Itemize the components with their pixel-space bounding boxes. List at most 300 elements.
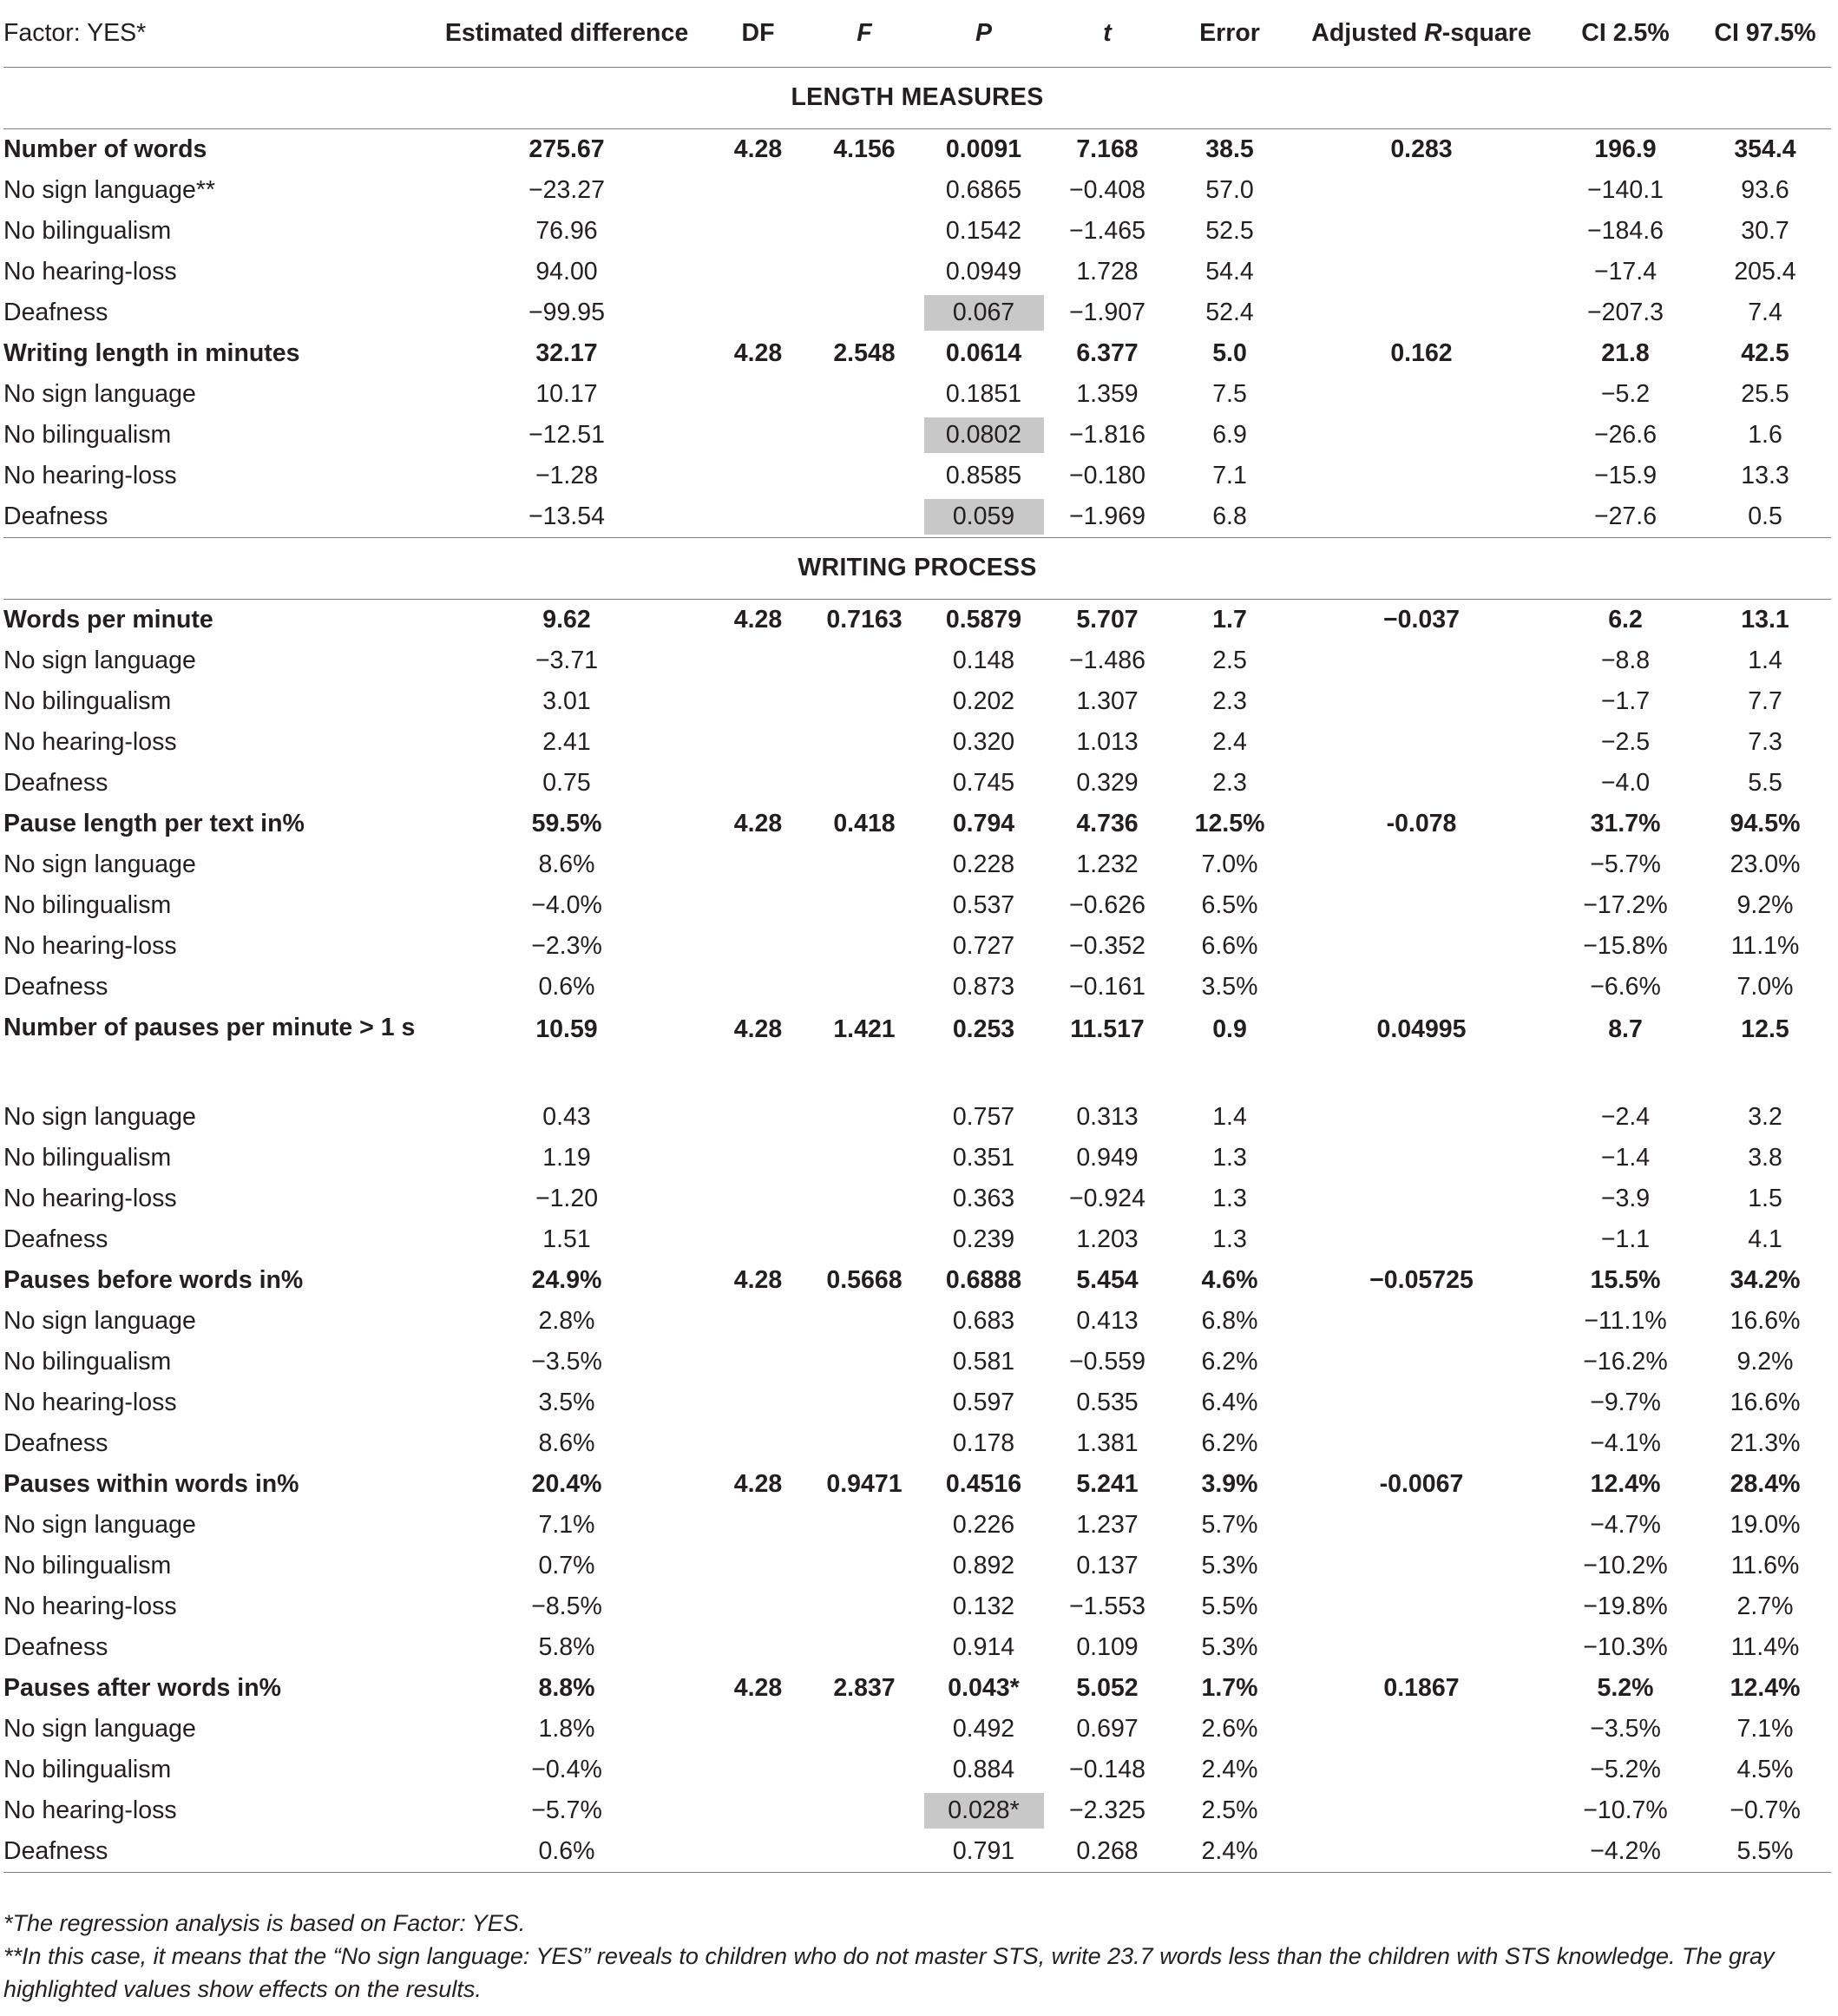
- cell-estimated-difference: 0.7%: [538, 1551, 595, 1579]
- cell-f: 0.7163: [826, 605, 903, 634]
- cell-estimated-difference: −1.28: [535, 461, 599, 489]
- cell-adjusted-r-square: [1291, 496, 1552, 538]
- cell-adjusted-r-square: [1291, 1505, 1552, 1546]
- cell-ci-low: −17.2%: [1583, 890, 1668, 919]
- header-p: [921, 0, 1047, 67]
- cell-t: 1.359: [1076, 379, 1139, 408]
- cell-error: 54.4: [1205, 257, 1254, 286]
- cell-label: Deafness: [3, 1831, 425, 1873]
- cell-ci-low: 31.7%: [1590, 809, 1661, 837]
- cell-p: 0.228: [952, 850, 1015, 878]
- cell-df: [708, 1546, 808, 1586]
- cell-f: [808, 1750, 921, 1790]
- cell-label: No bilingualism: [3, 1551, 172, 1579]
- cell-df: [708, 292, 808, 333]
- cell-p: 0.0949: [945, 257, 1022, 286]
- cell-error: 2.4%: [1201, 1755, 1258, 1783]
- cell-t: −0.161: [1069, 972, 1145, 1001]
- cell-t: 1.237: [1076, 1510, 1139, 1539]
- cell-p: [921, 292, 1047, 333]
- cell-error: 6.8: [1212, 502, 1247, 530]
- regression-table-container: [3, 0, 1831, 1873]
- cell-ci-high: 94.5%: [1730, 809, 1801, 837]
- cell-ci-low: −15.8%: [1583, 931, 1668, 960]
- cell-error: 52.5: [1205, 216, 1254, 245]
- cell-p: 0.597: [952, 1388, 1015, 1416]
- cell-f: [808, 885, 921, 926]
- cell-p: 0.132: [952, 1592, 1015, 1620]
- cell-t: −0.180: [1069, 461, 1145, 489]
- cell-estimated-difference: 32.17: [535, 338, 598, 367]
- factor-row: [3, 1097, 1831, 1138]
- cell-ci-high: 354.4: [1734, 135, 1796, 163]
- cell-ci-high: 2.7%: [1736, 1592, 1794, 1620]
- cell-estimated-difference: 3.01: [542, 686, 591, 715]
- cell-label: No sign language: [3, 1510, 196, 1539]
- cell-label: Number of pauses per minute > 1 s: [3, 1013, 416, 1041]
- cell-ci-low: −5.7%: [1590, 850, 1661, 878]
- factor-row: [3, 640, 1831, 681]
- header-df: DF: [708, 0, 808, 67]
- cell-t: 5.454: [1076, 1265, 1139, 1294]
- cell-p: 0.791: [921, 1831, 1047, 1873]
- cell-df: [708, 1627, 808, 1668]
- measure-row: [3, 1668, 1831, 1709]
- cell-estimated-difference: −23.27: [528, 175, 605, 204]
- cell-adjusted-r-square: [1291, 1627, 1552, 1668]
- cell-label: Pauses before words in%: [3, 1265, 304, 1294]
- header-f: [808, 0, 921, 67]
- cell-error: 12.5%: [1194, 809, 1265, 837]
- cell-label: No bilingualism: [3, 216, 172, 245]
- cell-p: [921, 1790, 1047, 1831]
- cell-estimated-difference: −3.71: [535, 646, 599, 674]
- cell-ci-low: −5.2: [1600, 379, 1651, 408]
- measure-row: [3, 599, 1831, 640]
- cell-ci-low: −17.4: [1593, 257, 1657, 286]
- cell-df: [708, 252, 808, 292]
- table-footnotes: [3, 1907, 1831, 2006]
- cell-p: 0.226: [952, 1510, 1015, 1539]
- cell-f: [808, 1219, 921, 1260]
- factor-row: [3, 1627, 1831, 1668]
- cell-ci-low: 5.2%: [1597, 1673, 1654, 1702]
- cell-ci-high: 9.2%: [1736, 1347, 1794, 1376]
- cell-adjusted-r-square: [1291, 844, 1552, 885]
- cell-error: 7.1: [1212, 461, 1247, 489]
- cell-label: No sign language: [3, 1102, 196, 1131]
- cell-ci-high: 28.4%: [1730, 1469, 1801, 1498]
- header-ci-low: CI 2.5%: [1552, 0, 1699, 67]
- cell-error: 52.4: [1205, 298, 1254, 326]
- cell-p: 0.1851: [945, 379, 1022, 408]
- cell-t: 0.313: [1076, 1102, 1139, 1131]
- cell-f: [808, 1709, 921, 1750]
- factor-row: [3, 1342, 1831, 1382]
- cell-ci-low: −1.1: [1600, 1225, 1651, 1253]
- cell-error: 5.5%: [1201, 1592, 1258, 1620]
- cell-ci-low: −11.1%: [1584, 1306, 1667, 1335]
- cell-error: 5.0: [1212, 338, 1247, 367]
- cell-ci-high: 42.5: [1741, 338, 1789, 367]
- cell-df: 4.28: [733, 1265, 783, 1294]
- cell-f: 2.548: [833, 338, 896, 367]
- cell-f: [808, 722, 921, 763]
- factor-row: [3, 170, 1831, 211]
- cell-ci-high: 93.6: [1741, 175, 1789, 204]
- cell-df: [708, 844, 808, 885]
- cell-df: [708, 1382, 808, 1423]
- cell-t: 0.268: [1047, 1831, 1168, 1873]
- factor-row: [3, 844, 1831, 885]
- cell-p: 0.492: [952, 1714, 1015, 1743]
- cell-adjusted-r-square: [1291, 1219, 1552, 1260]
- cell-t: 1.203: [1076, 1225, 1139, 1253]
- header-t-text: t: [1103, 18, 1112, 47]
- cell-t: −1.465: [1069, 216, 1145, 245]
- cell-ci-high: 4.5%: [1736, 1755, 1794, 1783]
- cell-error: 6.4%: [1201, 1388, 1258, 1416]
- cell-p: 0.6865: [945, 175, 1022, 204]
- cell-adjusted-r-square: [1291, 763, 1552, 804]
- cell-t: 11.517: [1070, 1015, 1145, 1043]
- cell-ci-high: 5.5%: [1699, 1831, 1831, 1873]
- cell-error: 2.4: [1212, 727, 1247, 756]
- cell-ci-low: −2.5: [1600, 727, 1651, 756]
- cell-error: 2.4%: [1168, 1831, 1291, 1873]
- cell-t: 0.697: [1076, 1714, 1139, 1743]
- cell-p: [921, 415, 1047, 456]
- cell-p: 0.0091: [945, 135, 1022, 163]
- cell-ci-low: −10.2%: [1583, 1551, 1668, 1579]
- header-adjusted-r-square: [1291, 0, 1552, 67]
- cell-ci-low: −8.8: [1600, 646, 1651, 674]
- cell-t: −1.969: [1069, 502, 1145, 530]
- cell-df: [708, 1790, 808, 1831]
- cell-t: −0.924: [1069, 1184, 1145, 1212]
- cell-df: 4.28: [733, 1673, 783, 1702]
- cell-f: [808, 1382, 921, 1423]
- cell-t: −0.352: [1069, 931, 1145, 960]
- cell-p: 0.148: [952, 646, 1015, 674]
- cell-p: 0.727: [952, 931, 1015, 960]
- cell-estimated-difference: −4.0%: [531, 890, 602, 919]
- factor-row: [3, 885, 1831, 926]
- factor-row: [3, 374, 1831, 415]
- cell-t: −2.325: [1069, 1796, 1145, 1824]
- cell-label: No sign language: [3, 850, 196, 878]
- cell-label: Deafness: [3, 1632, 108, 1661]
- cell-error: 2.3: [1212, 686, 1247, 715]
- cell-t: 1.307: [1076, 686, 1139, 715]
- cell-label: Pauses after words in%: [3, 1673, 281, 1702]
- cell-error: 6.2%: [1201, 1347, 1258, 1376]
- cell-t: 5.241: [1076, 1469, 1139, 1498]
- footnote-1: *The regression analysis is based on Factor: YES.: [3, 1910, 526, 1936]
- footnote-2: **In this case, it means that the “No sign language: YES” reveals to children who do not master STS, write 23.7 words less than the children with STS knowledge. The gray highlighted values show effects on the results.: [3, 1943, 1775, 2002]
- cell-t: 0.109: [1076, 1632, 1139, 1661]
- header-t: [1047, 0, 1168, 67]
- cell-f: 1.421: [833, 1015, 896, 1043]
- cell-estimated-difference: 0.6%: [425, 1831, 708, 1873]
- factor-row: [3, 1138, 1831, 1179]
- section-title: LENGTH MEASURES: [3, 67, 1831, 128]
- cell-df: [708, 1301, 808, 1342]
- cell-estimated-difference: 20.4%: [531, 1469, 602, 1498]
- cell-p: 0.6888: [945, 1265, 1022, 1294]
- cell-estimated-difference: 2.41: [542, 727, 591, 756]
- cell-p: 0.581: [952, 1347, 1015, 1376]
- cell-label: No hearing-loss: [3, 257, 177, 286]
- cell-f: [808, 1831, 921, 1873]
- cell-t: 0.535: [1076, 1388, 1139, 1416]
- cell-ci-high: 205.4: [1734, 257, 1796, 286]
- measure-row: [3, 128, 1831, 170]
- cell-estimated-difference: 8.6%: [538, 1428, 595, 1457]
- cell-ci-high: 16.6%: [1730, 1388, 1801, 1416]
- cell-estimated-difference: 59.5%: [531, 809, 602, 837]
- cell-df: [708, 1219, 808, 1260]
- factor-row: [3, 722, 1831, 763]
- cell-ci-high: 16.6%: [1730, 1306, 1801, 1335]
- cell-error: 6.9: [1212, 420, 1247, 449]
- cell-label: No hearing-loss: [3, 1184, 177, 1212]
- cell-ci-low: −10.3%: [1583, 1632, 1668, 1661]
- measure-row: [3, 333, 1831, 374]
- factor-row: [3, 1709, 1831, 1750]
- cell-ci-low: −9.7%: [1590, 1388, 1661, 1416]
- cell-p: 0.914: [952, 1632, 1015, 1661]
- header-p-text: P: [975, 18, 992, 47]
- cell-t: 6.377: [1076, 338, 1139, 367]
- cell-adjusted-r-square: [1291, 292, 1552, 333]
- cell-t: 4.736: [1076, 809, 1139, 837]
- cell-ci-low: −3.9: [1600, 1184, 1651, 1212]
- cell-df: [708, 1586, 808, 1627]
- cell-ci-high: 13.1: [1741, 605, 1789, 634]
- cell-df: [708, 1179, 808, 1219]
- cell-t: 5.707: [1076, 605, 1139, 634]
- cell-p: 0.745: [952, 768, 1015, 797]
- cell-ci-high: 11.1%: [1730, 931, 1800, 960]
- cell-f: [808, 170, 921, 211]
- cell-label: No bilingualism: [3, 686, 172, 715]
- cell-ci-high: 21.3%: [1730, 1428, 1801, 1457]
- cell-ci-high: 7.3: [1748, 727, 1782, 756]
- cell-ci-low: −15.9: [1593, 461, 1657, 489]
- cell-error: 5.3%: [1201, 1551, 1258, 1579]
- cell-adjusted-r-square: [1291, 1138, 1552, 1179]
- cell-ci-low: −1.7: [1600, 686, 1651, 715]
- cell-t: 1.381: [1076, 1428, 1139, 1457]
- cell-estimated-difference: 10.17: [535, 379, 598, 408]
- cell-adjusted-r-square: [1291, 1382, 1552, 1423]
- highlighted-p-value: 0.0802: [924, 417, 1044, 453]
- cell-adjusted-r-square: [1291, 374, 1552, 415]
- cell-label: No hearing-loss: [3, 1388, 177, 1416]
- cell-ci-low: −2.4: [1600, 1102, 1651, 1131]
- cell-df: 4.28: [733, 1469, 783, 1498]
- cell-label: Deafness: [3, 1225, 108, 1253]
- cell-ci-high: 30.7: [1741, 216, 1789, 245]
- cell-p: 0.253: [952, 1015, 1015, 1043]
- cell-df: [708, 1342, 808, 1382]
- cell-ci-low: −4.7%: [1590, 1510, 1661, 1539]
- cell-estimated-difference: 1.19: [542, 1143, 591, 1172]
- cell-estimated-difference: 1.8%: [538, 1714, 595, 1743]
- cell-estimated-difference: 8.8%: [538, 1673, 595, 1702]
- cell-ci-low: −4.0: [1600, 768, 1651, 797]
- cell-ci-low: −5.2%: [1590, 1755, 1661, 1783]
- cell-adjusted-r-square: [1291, 926, 1552, 967]
- cell-p: 0.873: [952, 972, 1015, 1001]
- cell-p: 0.178: [952, 1428, 1015, 1457]
- cell-estimated-difference: 3.5%: [538, 1388, 595, 1416]
- cell-estimated-difference: −8.5%: [531, 1592, 602, 1620]
- cell-ci-low: −27.6: [1593, 502, 1657, 530]
- cell-ci-high: 1.6: [1748, 420, 1782, 449]
- cell-t: −0.408: [1069, 175, 1145, 204]
- cell-ci-high: 25.5: [1741, 379, 1789, 408]
- cell-estimated-difference: 0.6%: [538, 972, 595, 1001]
- cell-ci-high: 23.0%: [1730, 850, 1801, 878]
- cell-error: 5.3%: [1201, 1632, 1258, 1661]
- factor-row: [3, 763, 1831, 804]
- cell-f: 2.837: [833, 1673, 896, 1702]
- cell-f: [808, 1179, 921, 1219]
- cell-t: −0.559: [1069, 1347, 1145, 1376]
- cell-df: 4.28: [733, 338, 783, 367]
- cell-ci-low: −207.3: [1587, 298, 1664, 326]
- cell-t: 1.232: [1076, 850, 1139, 878]
- cell-ci-high: 7.1%: [1736, 1714, 1794, 1743]
- measure-row: [3, 1008, 1831, 1097]
- cell-estimated-difference: 76.96: [535, 216, 598, 245]
- cell-p: 0.363: [952, 1184, 1015, 1212]
- cell-df: [708, 967, 808, 1008]
- cell-t: −1.486: [1069, 646, 1145, 674]
- cell-ci-low: 6.2: [1608, 605, 1643, 634]
- cell-f: [808, 456, 921, 496]
- cell-adjusted-r-square: [1291, 1342, 1552, 1382]
- cell-adjusted-r-square: [1291, 211, 1552, 252]
- cell-f: [808, 415, 921, 456]
- cell-error: 6.2%: [1201, 1428, 1258, 1457]
- factor-row: [3, 1179, 1831, 1219]
- cell-t: 1.728: [1076, 257, 1139, 286]
- measure-row: [3, 1260, 1831, 1301]
- section-header-row: [3, 67, 1831, 128]
- cell-adjusted-r-square: [1291, 885, 1552, 926]
- cell-label: No hearing-loss: [3, 1592, 177, 1620]
- factor-row: [3, 456, 1831, 496]
- cell-error: 4.6%: [1201, 1265, 1258, 1294]
- cell-estimated-difference: 275.67: [528, 135, 605, 163]
- table-body: [3, 67, 1831, 1872]
- cell-df: [708, 1505, 808, 1546]
- cell-f: [808, 1586, 921, 1627]
- cell-f: [808, 1423, 921, 1464]
- cell-label: No bilingualism: [3, 890, 172, 919]
- cell-ci-low: 196.9: [1594, 135, 1657, 163]
- factor-row: [3, 1219, 1831, 1260]
- cell-estimated-difference: 94.00: [535, 257, 598, 286]
- header-estimated-difference: Estimated difference: [425, 0, 708, 67]
- cell-f: 0.9471: [826, 1469, 903, 1498]
- section-header-row: [3, 537, 1831, 599]
- cell-estimated-difference: 1.51: [542, 1225, 591, 1253]
- cell-ci-high: 19.0%: [1730, 1510, 1801, 1539]
- cell-estimated-difference: −12.51: [528, 420, 605, 449]
- cell-p: 0.683: [952, 1306, 1015, 1335]
- cell-t: 0.137: [1076, 1551, 1139, 1579]
- cell-label: Deafness: [3, 298, 108, 326]
- cell-ci-high: 7.0%: [1736, 972, 1794, 1001]
- cell-error: 6.6%: [1201, 931, 1258, 960]
- cell-f: [808, 1546, 921, 1586]
- cell-error: 2.3: [1212, 768, 1247, 797]
- cell-adjusted-r-square: [1291, 1301, 1552, 1342]
- cell-label: Number of words: [3, 135, 207, 163]
- cell-adjusted-r-square: [1291, 722, 1552, 763]
- cell-ci-high: 1.4: [1748, 646, 1782, 674]
- factor-row: [3, 1546, 1831, 1586]
- cell-adjusted-r-square: -0.078: [1386, 809, 1457, 837]
- cell-label: No sign language: [3, 1306, 196, 1335]
- cell-f: 0.418: [833, 809, 896, 837]
- cell-f: [808, 1301, 921, 1342]
- cell-t: −1.907: [1069, 298, 1145, 326]
- cell-df: [708, 1831, 808, 1873]
- cell-t: 1.013: [1076, 727, 1139, 756]
- cell-error: 2.6%: [1201, 1714, 1258, 1743]
- factor-row: [3, 292, 1831, 333]
- header-adj-r: R: [1424, 18, 1442, 47]
- cell-error: 7.0%: [1201, 850, 1258, 878]
- cell-estimated-difference: 7.1%: [538, 1510, 595, 1539]
- cell-ci-high: 7.4: [1748, 298, 1782, 326]
- cell-estimated-difference: −13.54: [528, 502, 605, 530]
- cell-estimated-difference: 10.59: [535, 1015, 598, 1043]
- cell-label: No sign language**: [3, 175, 216, 204]
- factor-row: [3, 1423, 1831, 1464]
- cell-ci-high: 13.3: [1741, 461, 1789, 489]
- cell-t: 5.052: [1076, 1673, 1139, 1702]
- cell-p: 0.8585: [945, 461, 1022, 489]
- cell-df: [708, 374, 808, 415]
- header-ci-high: CI 97.5%: [1699, 0, 1831, 67]
- cell-df: [708, 926, 808, 967]
- cell-ci-high: 1.5: [1748, 1184, 1782, 1212]
- cell-estimated-difference: −99.95: [528, 298, 605, 326]
- cell-estimated-difference: −3.5%: [531, 1347, 602, 1376]
- cell-label: No sign language: [3, 646, 196, 674]
- cell-df: [708, 496, 808, 538]
- factor-row: [3, 926, 1831, 967]
- cell-df: [708, 1709, 808, 1750]
- cell-error: 7.5: [1212, 379, 1247, 408]
- cell-adjusted-r-square: [1291, 640, 1552, 681]
- cell-label: No bilingualism: [3, 1755, 172, 1783]
- cell-label: No sign language: [3, 379, 196, 408]
- cell-label: No sign language: [3, 1714, 196, 1743]
- cell-ci-high: 11.6%: [1730, 1551, 1800, 1579]
- cell-adjusted-r-square: [1291, 967, 1552, 1008]
- cell-error: 38.5: [1205, 135, 1254, 163]
- cell-adjusted-r-square: 0.283: [1390, 135, 1453, 163]
- cell-estimated-difference: 5.8%: [538, 1632, 595, 1661]
- cell-estimated-difference: −1.20: [535, 1184, 599, 1212]
